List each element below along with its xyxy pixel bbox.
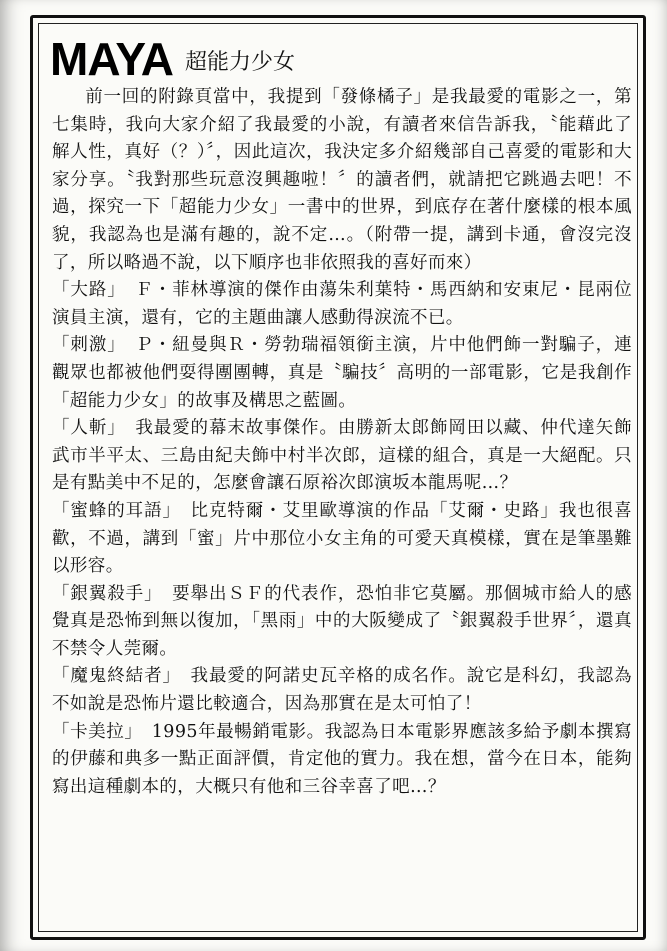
movie-entry-la-strada: 「大路」 Ｆ・菲林導演的傑作由蕩朱利葉特・馬西納和安東尼・昆兩位演員主演，還有，它的主題曲讓人感動得淚流不已。 <box>52 280 632 328</box>
movie-entry-spirit-of-the-beehive: 「蜜蜂的耳語」 比克特爾・艾里歐導演的作品「艾爾・史路」我也很喜歡，不過，講到「蜜」片中那位小女主角的可愛天真模樣，實在是筆墨難以形容。 <box>52 500 632 577</box>
movie-entry-the-sting: 「刺激」 Ｐ・紐曼與Ｒ・勞勃瑞福領銜主演，片中他們飾一對騙子，連觀眾也都被他們耍得團團轉，真是〝騙技〞高明的一部電影，它是我創作「超能力少女」的故事及構思之藍圖。 <box>52 335 632 411</box>
article-header <box>50 32 296 85</box>
movie-entry-terminator: 「魔鬼終結者」 我最愛的阿諾史瓦辛格的成名作。說它是科幻，我認為不如說是恐怖片還比較適合，因為那實在是太可怕了！ <box>52 666 632 715</box>
movie-entry-blade-runner: 「銀翼殺手」 要舉出ＳＦ的代表作，恐怕非它莫屬。那個城市給人的感覺真是恐怖到無以復加，「黑雨」中的大阪變成了〝銀翼殺手世界〞，還真不禁令人莞爾。 <box>52 583 632 659</box>
article-title: MAYA <box>50 33 173 85</box>
article-subtitle: 超能力少女 <box>185 50 296 75</box>
intro-paragraph: 前一回的附錄頁當中，我提到「發條橘子」是我最愛的電影之一，第七集時，我向大家介紹了我最愛的小說，有讀者來信告訴我，〝能藉此了解人性，真好（？）〞，因此這次，我決定多介紹幾部自己喜愛的電影和大家分享。〝我對那些玩意沒興趣啦！〞的讀者們，就請把它跳過去吧！不過，探究一下「超能力少女」一書中的世界，到底存在著什麼樣的根本風貌，我認為也是滿有趣的，說不定…。（附帶一提，講到卡通，會沒完沒了，所以略過不說，以下順序也非依照我的喜好而來） <box>52 87 632 273</box>
movie-entry-gamera: 「卡美拉」 1995年最暢銷電影。我認為日本電影界應該多給予劇本撰寫的伊藤和典多一點正面評價，肯定他的實力。我在想，當今在日本，能夠寫出這種劇本的，大概只有他和三谷幸喜了吧…？ <box>52 721 632 797</box>
movie-entry-hitokiri: 「人斬」 我最愛的幕末故事傑作。由勝新太郎飾岡田以藏、仲代達矢飾武市半平太、三島由紀夫飾中村半次郎，這樣的組合，真是一大絕配。只是有點美中不足的，怎麼會讓石原裕次郎演坂本龍馬呢…？ <box>52 418 632 494</box>
article-body <box>52 84 632 801</box>
